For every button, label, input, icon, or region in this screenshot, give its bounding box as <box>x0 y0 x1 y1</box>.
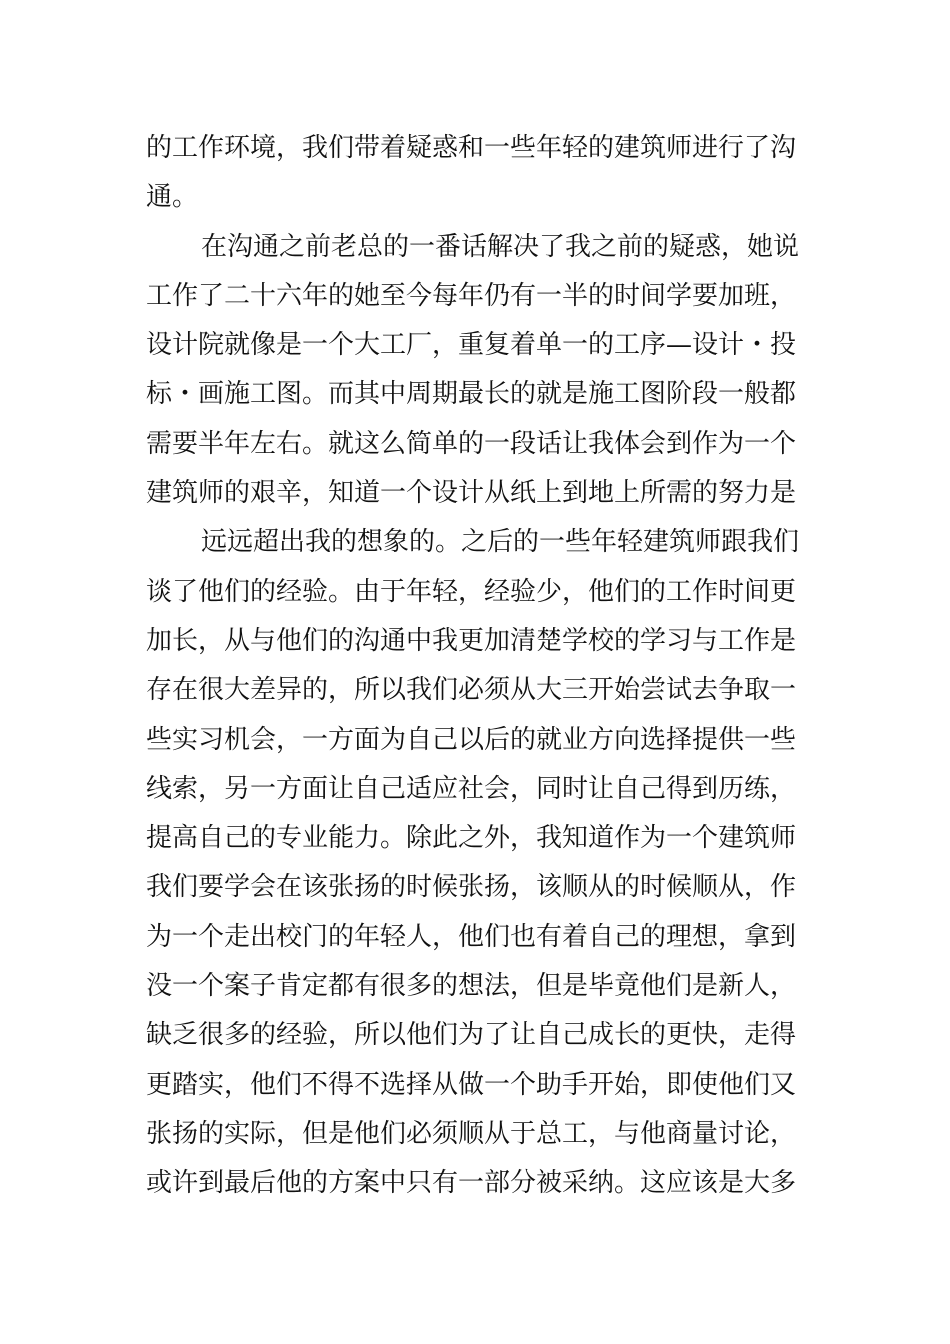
text-line: 通。 <box>146 182 199 213</box>
body-text <box>146 124 816 1209</box>
text-line: 没一个案子肯定都有很多的想法，但是毕竟他们是新人， <box>146 971 797 1002</box>
text-line: 存在很大差异的，所以我们必须从大三开始尝试去争取一 <box>146 675 797 706</box>
paragraph-first-line: 远远超出我的想象的。之后的一些年轻建筑师跟我们 <box>201 527 800 558</box>
text-line: 或许到最后他的方案中只有一部分被采纳。这应该是大多 <box>146 1168 797 1199</box>
text-line: 更踏实，他们不得不选择从做一个助手开始，即使他们又 <box>146 1069 797 1100</box>
text-line: 为一个走出校门的年轻人，他们也有着自己的理想，拿到 <box>146 921 797 952</box>
text-line: 线索，另一方面让自己适应社会，同时让自己得到历练， <box>146 773 797 804</box>
text-line: 我们要学会在该张扬的时候张扬，该顺从的时候顺从，作 <box>146 872 797 903</box>
text-line: 建筑师的艰辛，知道一个设计从纸上到地上所需的努力是 <box>146 478 797 509</box>
text-line: 需要半年左右。就这么简单的一段话让我体会到作为一个 <box>146 428 797 459</box>
paragraph-first-line: 在沟通之前老总的一番话解决了我之前的疑惑，她说 <box>201 231 800 262</box>
text-line: 些实习机会，一方面为自己以后的就业方向选择提供一些 <box>146 724 797 755</box>
text-line: 加长，从与他们的沟通中我更加清楚学校的学习与工作是 <box>146 625 797 656</box>
text-line: 工作了二十六年的她至今每年仍有一半的时间学要加班， <box>146 280 797 311</box>
text-line: 张扬的实际，但是他们必须顺从于总工，与他商量讨论， <box>146 1118 797 1149</box>
text-line: 的工作环境，我们带着疑惑和一些年轻的建筑师进行了沟 <box>146 133 797 163</box>
text-line: 标・画施工图。而其中周期最长的就是施工图阶段一般都 <box>146 379 797 410</box>
text-line: 设计院就像是一个大工厂，重复着单一的工序—设计・投 <box>146 330 797 361</box>
text-line: 谈了他们的经验。由于年轻，经验少，他们的工作时间更 <box>146 576 797 607</box>
text-line: 提高自己的专业能力。除此之外，我知道作为一个建筑师 <box>146 823 797 854</box>
text-line: 缺乏很多的经验，所以他们为了让自己成长的更快，走得 <box>146 1020 797 1051</box>
